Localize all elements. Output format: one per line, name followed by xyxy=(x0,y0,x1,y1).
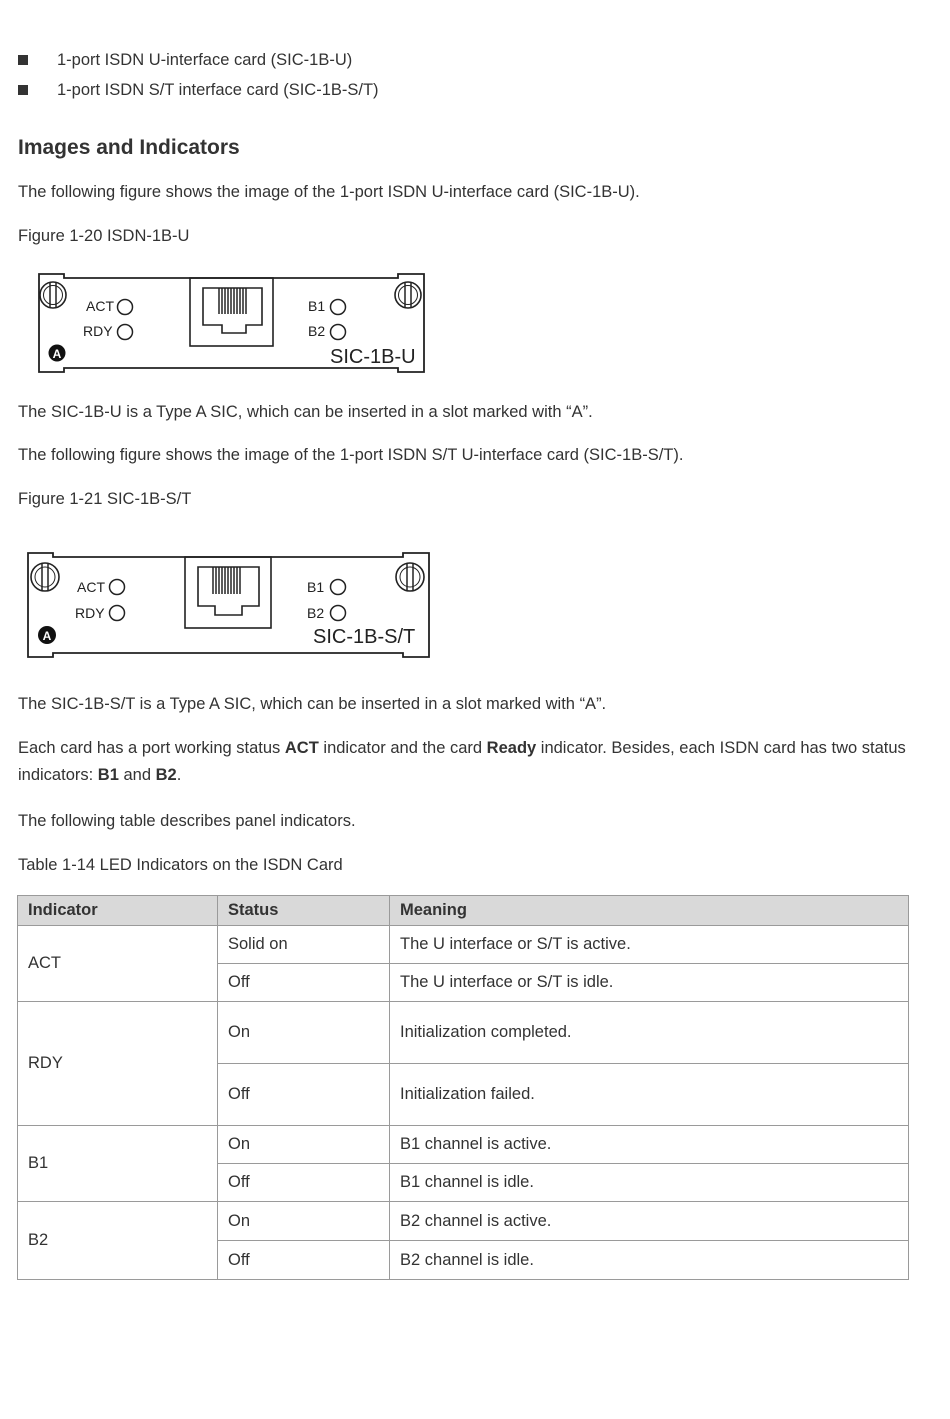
card-model-label: SIC-1B-U xyxy=(330,346,416,368)
led-rdy-icon xyxy=(118,325,133,340)
meaning-cell: B1 channel is idle. xyxy=(390,1164,909,1202)
meaning-cell: B2 channel is active. xyxy=(390,1202,909,1241)
status-cell: Off xyxy=(218,964,390,1002)
indicators-paragraph: Each card has a port working status ACT indicator and the card Ready indicator. Besides, each ISDN card has two status indicators: B1 and B2. xyxy=(18,739,906,784)
indicator-cell: ACT xyxy=(18,926,218,1002)
label-rdy: RDY xyxy=(75,605,105,621)
led-b1-icon xyxy=(331,300,346,315)
rj45-port-icon xyxy=(190,278,273,346)
bullet-square-icon xyxy=(18,85,28,95)
label-b1: B1 xyxy=(308,298,326,314)
meaning-cell: The U interface or S/T is active. xyxy=(390,926,909,964)
status-cell: On xyxy=(218,1202,390,1241)
type-a-badge-label: A xyxy=(52,347,62,361)
status-cell: Off xyxy=(218,1164,390,1202)
label-rdy: RDY xyxy=(83,323,113,339)
type-a-badge-label: A xyxy=(42,629,52,643)
card-model-label: SIC-1B-S/T xyxy=(313,626,416,648)
figure-st-caption: Figure 1-21 SIC-1B-S/T xyxy=(18,490,192,508)
header-indicator: Indicator xyxy=(18,896,218,926)
table-row xyxy=(18,926,909,964)
table-row xyxy=(18,1126,909,1164)
bullet-square-icon xyxy=(18,55,28,65)
status-cell: On xyxy=(218,1002,390,1064)
led-b1-icon xyxy=(331,580,346,595)
figure-u-caption: Figure 1-20 ISDN-1B-U xyxy=(18,227,190,245)
table-header-row xyxy=(18,896,909,926)
type-st-paragraph: The SIC-1B-S/T is a Type A SIC, which can be inserted in a slot marked with “A”. xyxy=(18,695,607,713)
section-heading: Images and Indicators xyxy=(18,136,240,159)
table-row xyxy=(18,1202,909,1241)
meaning-cell: The U interface or S/T is idle. xyxy=(390,964,909,1002)
table-intro-paragraph: The following table describes panel indicators. xyxy=(18,812,356,830)
indicator-cell: B1 xyxy=(18,1126,218,1202)
figure-sic-1b-s-t xyxy=(25,549,433,661)
led-b2-icon xyxy=(331,606,346,621)
label-act: ACT xyxy=(86,298,114,314)
header-status: Status xyxy=(218,896,390,926)
screw-left-icon xyxy=(40,282,66,308)
screw-right-icon xyxy=(396,563,424,591)
list-item-text: 1-port ISDN U-interface card (SIC-1B-U) xyxy=(57,51,353,69)
meaning-cell: Initialization completed. xyxy=(390,1002,909,1064)
label-act: ACT xyxy=(77,579,105,595)
status-cell: On xyxy=(218,1126,390,1164)
label-b1: B1 xyxy=(307,579,325,595)
table-row xyxy=(18,1002,909,1064)
figure-sic-1b-u xyxy=(36,270,428,376)
type-u-paragraph: The SIC-1B-U is a Type A SIC, which can be inserted in a slot marked with “A”. xyxy=(18,403,593,421)
screw-left-icon xyxy=(31,563,59,591)
led-indicators-table xyxy=(17,895,909,1280)
intro-u-paragraph: The following figure shows the image of the 1-port ISDN U-interface card (SIC-1B-U). xyxy=(18,183,640,201)
list-item-text: 1-port ISDN S/T interface card (SIC-1B-S/T) xyxy=(57,81,379,99)
screw-right-icon xyxy=(395,282,421,308)
status-cell: Solid on xyxy=(218,926,390,964)
meaning-cell: Initialization failed. xyxy=(390,1064,909,1126)
status-cell: Off xyxy=(218,1241,390,1280)
led-act-icon xyxy=(118,300,133,315)
header-meaning: Meaning xyxy=(390,896,909,926)
meaning-cell: B2 channel is idle. xyxy=(390,1241,909,1280)
meaning-cell: B1 channel is active. xyxy=(390,1126,909,1164)
intro-st-paragraph: The following figure shows the image of the 1-port ISDN S/T U-interface card (SIC-1B-S/T). xyxy=(18,446,684,464)
label-b2: B2 xyxy=(307,605,325,621)
indicator-cell: RDY xyxy=(18,1002,218,1126)
indicator-cell: B2 xyxy=(18,1202,218,1280)
rj45-port-icon xyxy=(185,557,271,628)
status-cell: Off xyxy=(218,1064,390,1126)
table-caption: Table 1-14 LED Indicators on the ISDN Card xyxy=(18,856,343,874)
label-b2: B2 xyxy=(308,323,326,339)
led-act-icon xyxy=(110,580,125,595)
led-rdy-icon xyxy=(110,606,125,621)
led-b2-icon xyxy=(331,325,346,340)
